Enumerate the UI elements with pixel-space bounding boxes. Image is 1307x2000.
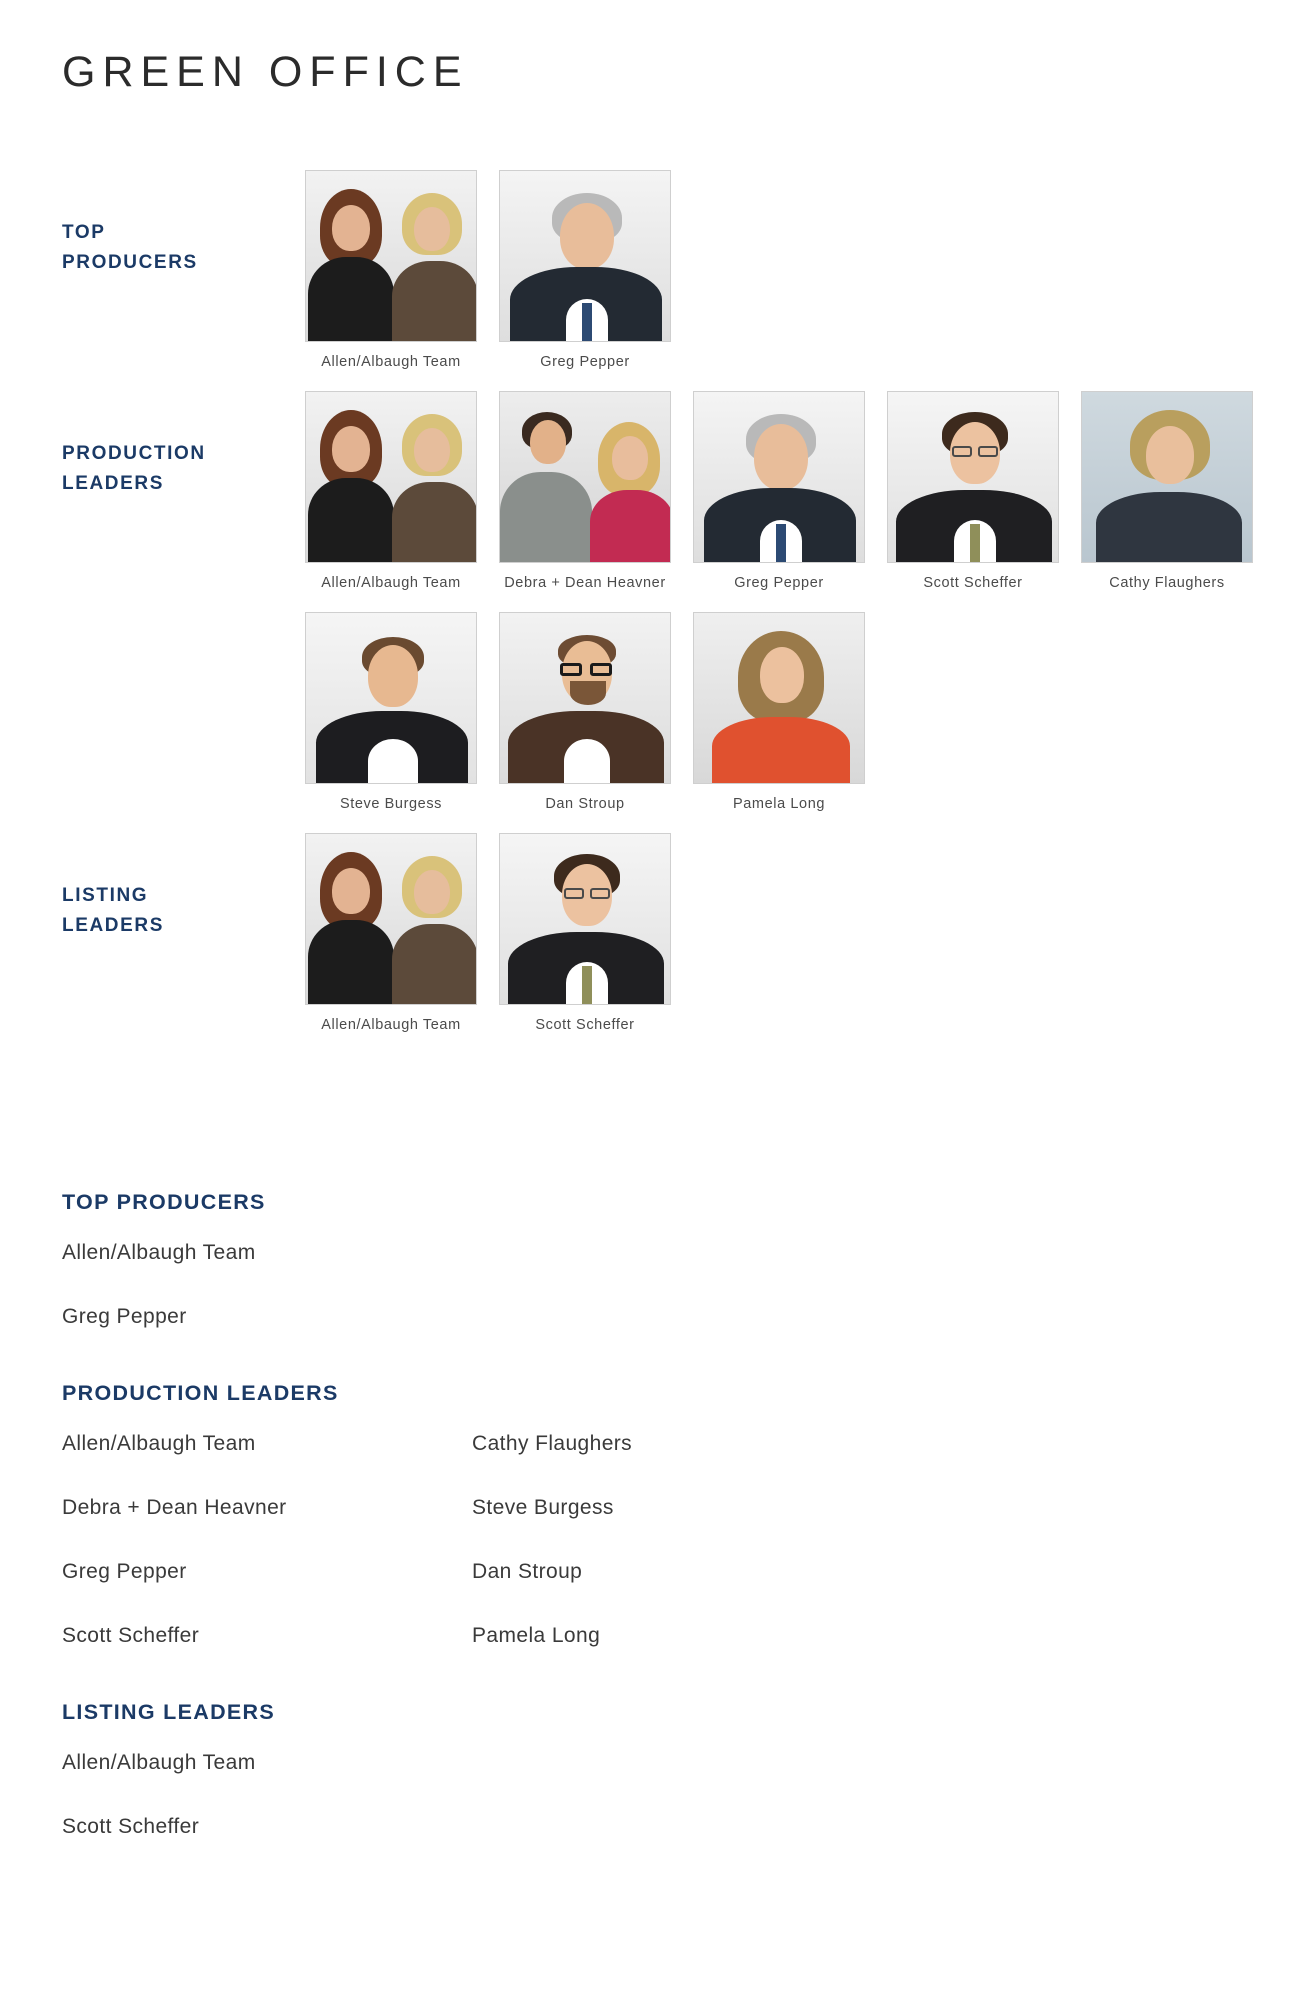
photo-card[interactable]	[488, 833, 682, 1036]
photo-row-top-producers	[0, 170, 1307, 373]
photo-frame	[887, 391, 1059, 563]
two-women-portrait-icon	[306, 392, 476, 562]
list-item: Steve Burgess	[472, 1496, 614, 1519]
photo-caption: Scott Scheffer	[535, 1017, 635, 1034]
photo-frame	[499, 833, 671, 1005]
photo-card[interactable]	[294, 612, 488, 815]
row-label-top-producers	[0, 170, 230, 279]
photo-card[interactable]	[294, 170, 488, 373]
photo-row-production-leaders-continued	[0, 612, 1307, 815]
man-woman-couple-portrait-icon	[500, 392, 670, 562]
row-label-line-1: PRODUCTION	[62, 443, 206, 465]
photo-frame	[693, 612, 865, 784]
row-label-line-1: LISTING	[62, 885, 149, 907]
man-gray-hair-portrait-icon	[694, 392, 864, 562]
man-short-hair-portrait-icon	[306, 613, 476, 783]
photo-caption: Greg Pepper	[734, 575, 824, 592]
row-label-line-2: PRODUCERS	[62, 252, 198, 274]
list-column-1	[62, 1241, 472, 1329]
row-label-line-1: TOP	[62, 222, 106, 243]
photo-caption: Cathy Flaughers	[1109, 575, 1225, 592]
photo-row-production-leaders	[0, 391, 1307, 594]
woman-red-top-portrait-icon	[694, 613, 864, 783]
photo-frame	[499, 170, 671, 342]
photo-frame	[305, 833, 477, 1005]
photo-row-listing-leaders	[0, 833, 1307, 1036]
photo-card[interactable]	[682, 391, 876, 594]
woman-blonde-portrait-icon	[1082, 392, 1252, 562]
list-item: Greg Pepper	[62, 1305, 187, 1328]
list-item: Debra + Dean Heavner	[62, 1496, 287, 1519]
photo-frame	[1081, 391, 1253, 563]
list-block-production-leaders	[62, 1381, 1242, 1648]
award-lists	[62, 1190, 1242, 1875]
photo-caption: Allen/Albaugh Team	[321, 1017, 461, 1034]
list-columns	[62, 1751, 1242, 1839]
photo-cards	[294, 391, 1264, 594]
list-item: Allen/Albaugh Team	[62, 1432, 256, 1455]
photo-card[interactable]	[488, 170, 682, 373]
photo-caption: Allen/Albaugh Team	[321, 575, 461, 592]
man-beard-glasses-portrait-icon	[500, 613, 670, 783]
list-item: Scott Scheffer	[62, 1815, 200, 1838]
list-heading: PRODUCTION LEADERS	[62, 1381, 339, 1405]
list-item: Greg Pepper	[62, 1560, 187, 1583]
photo-card[interactable]	[682, 612, 876, 815]
photo-caption: Debra + Dean Heavner	[504, 575, 666, 592]
photo-cards	[294, 612, 876, 815]
list-block-listing-leaders	[62, 1700, 1242, 1839]
list-column-2	[472, 1432, 882, 1648]
row-label-listing-leaders	[0, 833, 230, 942]
photo-caption: Pamela Long	[732, 796, 826, 813]
photo-caption: Scott Scheffer	[923, 575, 1023, 592]
list-heading: LISTING LEADERS	[62, 1700, 276, 1724]
list-item: Allen/Albaugh Team	[62, 1241, 256, 1264]
man-gray-hair-portrait-icon	[500, 171, 670, 341]
list-item: Scott Scheffer	[62, 1624, 200, 1647]
photo-frame	[305, 612, 477, 784]
photo-card[interactable]	[294, 391, 488, 594]
photo-card[interactable]	[488, 612, 682, 815]
list-column-1	[62, 1432, 472, 1648]
list-columns	[62, 1432, 1242, 1648]
man-glasses-portrait-icon	[888, 392, 1058, 562]
photo-grid-section	[0, 170, 1307, 1040]
page-title: GREEN OFFICE	[62, 48, 469, 96]
row-label-line-2: LEADERS	[62, 915, 164, 937]
photo-frame	[499, 612, 671, 784]
list-columns	[62, 1241, 1242, 1329]
photo-frame	[305, 170, 477, 342]
photo-card[interactable]	[294, 833, 488, 1036]
row-label-production-leaders	[0, 391, 230, 500]
list-item: Pamela Long	[472, 1624, 601, 1647]
photo-frame	[693, 391, 865, 563]
list-column-1	[62, 1751, 472, 1839]
list-heading: TOP PRODUCERS	[62, 1190, 266, 1214]
photo-cards	[294, 833, 682, 1036]
photo-frame	[305, 391, 477, 563]
row-label-line-2: LEADERS	[62, 473, 164, 495]
photo-cards	[294, 170, 682, 373]
list-item: Allen/Albaugh Team	[62, 1751, 256, 1774]
list-item: Cathy Flaughers	[472, 1432, 633, 1455]
list-item: Dan Stroup	[472, 1560, 583, 1583]
photo-caption: Greg Pepper	[540, 354, 630, 370]
photo-caption: Steve Burgess	[339, 796, 443, 813]
photo-caption: Allen/Albaugh Team	[321, 354, 461, 370]
two-women-portrait-icon	[306, 171, 476, 341]
man-glasses-portrait-icon	[500, 834, 670, 1004]
photo-caption: Dan Stroup	[545, 796, 625, 813]
photo-card[interactable]	[488, 391, 682, 594]
list-block-top-producers	[62, 1190, 1242, 1329]
photo-card[interactable]	[876, 391, 1070, 594]
photo-frame	[499, 391, 671, 563]
two-women-portrait-icon	[306, 834, 476, 1004]
photo-card[interactable]	[1070, 391, 1264, 594]
